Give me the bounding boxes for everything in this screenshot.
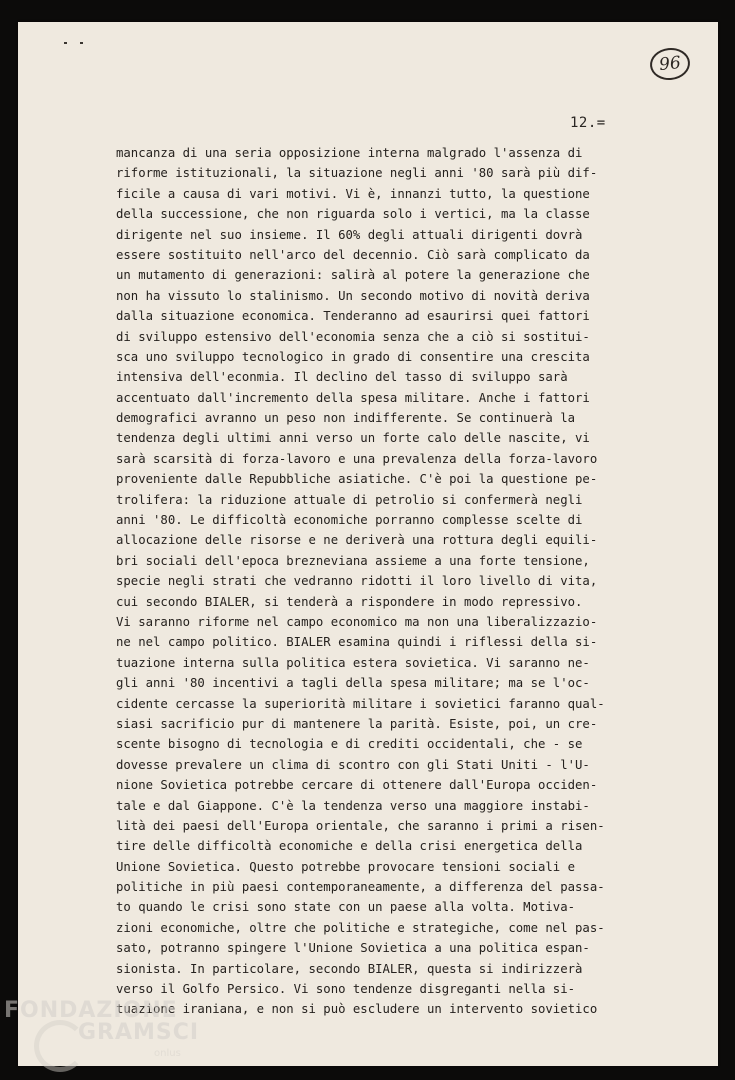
text-line: accentuato dall'incremento della spesa militare. Anche i fattori bbox=[116, 390, 590, 405]
text-line: riforme istituzionali, la situazione negli anni '80 sarà più dif- bbox=[116, 166, 598, 181]
typewritten-page bbox=[18, 22, 718, 1066]
text-line: bri sociali dell'epoca brezneviana assieme a una forte tensione, bbox=[116, 553, 590, 568]
text-line: mancanza di una seria opposizione interna malgrado l'assenza di bbox=[116, 146, 583, 160]
text-line: scente bisogno di tecnologia e di crediti occidentali, che - se bbox=[116, 737, 583, 752]
text-line: tale e dal Giappone. C'è la tendenza verso una maggiore instabi- bbox=[116, 798, 590, 813]
text-line: Unione Sovietica. Questo potrebbe provocare tensioni sociali e bbox=[116, 859, 576, 874]
text-line: allocazione delle risorse e ne deriverà una rottura degli equili- bbox=[116, 533, 598, 548]
text-line: anni '80. Le difficoltà economiche porranno complesse scelte di bbox=[116, 513, 583, 528]
watermark-line-1: FONDAZIONE bbox=[4, 998, 178, 1023]
text-line: nione Sovietica potrebbe cercare di ottenere dall'Europa occiden- bbox=[116, 778, 598, 793]
text-line: cui secondo BIALER, si tenderà a rispondere in modo repressivo. bbox=[116, 594, 583, 609]
text-line: specie negli strati che vedranno ridotti il loro livello di vita, bbox=[116, 574, 598, 589]
text-line: un mutamento di generazioni: salirà al potere la generazione che bbox=[116, 268, 590, 283]
text-line: dalla situazione economica. Tenderanno ad esaurirsi quei fattori bbox=[116, 309, 590, 324]
text-line: cidente cercasse la superiorità militare i sovietici faranno qual- bbox=[116, 696, 605, 711]
text-line: non ha vissuto lo stalinismo. Un secondo motivo di novità deriva bbox=[116, 288, 590, 303]
text-line: tuazione interna sulla politica estera sovietica. Vi saranno ne- bbox=[116, 655, 590, 670]
text-line: demografici avranno un peso non indifferente. Se continuerà la bbox=[116, 411, 576, 426]
text-line: sato, potranno spingere l'Unione Sovietica a una politica espan- bbox=[116, 941, 590, 956]
text-line: politiche in più paesi contemporaneamente, a differenza del passa- bbox=[116, 880, 605, 895]
text-line: gli anni '80 incentivi a tagli della spesa militare; ma se l'oc- bbox=[116, 676, 590, 691]
text-line: della successione, che non riguarda solo i vertici, ma la classe bbox=[116, 207, 590, 222]
text-line: lità dei paesi dell'Europa orientale, che saranno i primi a risen- bbox=[116, 818, 605, 833]
text-line: tendenza degli ultimi anni verso un forte calo delle nascite, vi bbox=[116, 431, 590, 446]
text-line: dovesse prevalere un clima di scontro con gli Stati Uniti - l'U- bbox=[116, 757, 590, 772]
text-line: proveniente dalle Repubbliche asiatiche. C'è poi la questione pe- bbox=[116, 472, 598, 487]
text-line: to quando le crisi sono state con un paese alla volta. Motiva- bbox=[116, 900, 576, 915]
text-line: zioni economiche, oltre che politiche e strategiche, come nel pas- bbox=[116, 920, 605, 935]
text-line: ficile a causa di vari motivi. Vi è, innanzi tutto, la questione bbox=[116, 186, 590, 201]
text-line: sionista. In particolare, secondo BIALER, questa si indirizzerà bbox=[116, 961, 583, 976]
paper-mark bbox=[80, 42, 83, 44]
text-line: Vi saranno riforme nel campo economico ma non una liberalizzazio- bbox=[116, 614, 598, 629]
text-line: di sviluppo estensivo dell'economia senza che a ciò si sostitui- bbox=[116, 329, 590, 344]
text-line: dirigente nel suo insieme. Il 60% degli attuali dirigenti dovrà bbox=[116, 227, 583, 242]
text-line: trolifera: la riduzione attuale di petrolio si confermerà negli bbox=[116, 492, 583, 507]
page-number: 12.= bbox=[570, 115, 606, 131]
body-text bbox=[116, 143, 676, 1020]
text-line: sarà scarsità di forza-lavoro e una prevalenza della forza-lavoro bbox=[116, 451, 598, 466]
archive-page-number: 96 bbox=[648, 46, 691, 82]
text-line: verso il Golfo Persico. Vi sono tendenze disgreganti nella si- bbox=[116, 982, 576, 997]
text-line: ne nel campo politico. BIALER esamina quindi i riflessi della si- bbox=[116, 635, 598, 650]
text-line: tuazione iraniana, e non si può escludere un intervento sovietico bbox=[116, 1002, 598, 1017]
watermark-line-3: onlus bbox=[154, 1048, 181, 1059]
text-line: siasi sacrificio pur di mantenere la parità. Esiste, poi, un cre- bbox=[116, 716, 598, 731]
paper-mark bbox=[64, 42, 67, 44]
text-line: intensiva dell'econmia. Il declino del tasso di sviluppo sarà bbox=[116, 370, 568, 385]
watermark-line-2: GRAMSCI bbox=[78, 1020, 200, 1045]
text-line: sca uno sviluppo tecnologico in grado di consentire una crescita bbox=[116, 349, 590, 364]
text-line: essere sostituito nell'arco del decennio. Ciò sarà complicato da bbox=[116, 247, 590, 262]
text-line: tire delle difficoltà economiche e della crisi energetica della bbox=[116, 839, 583, 854]
